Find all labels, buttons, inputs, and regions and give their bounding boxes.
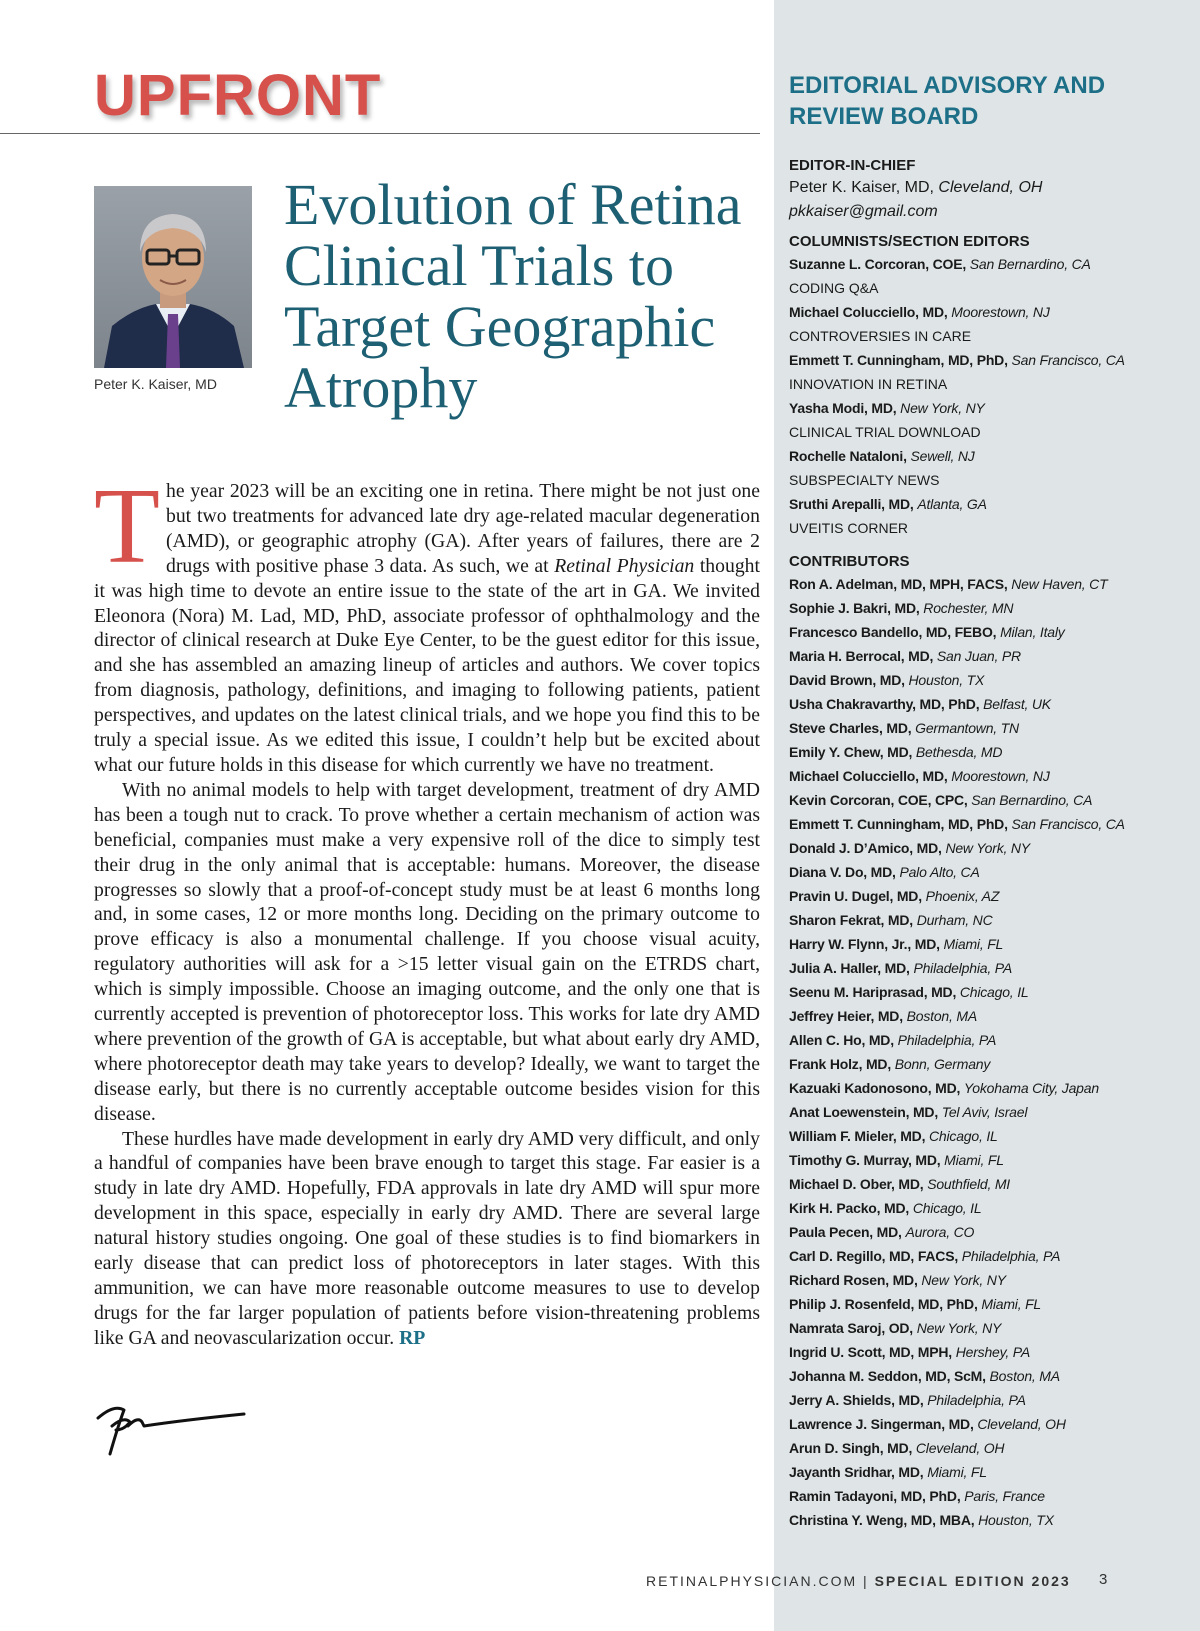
contributor-name: Kirk H. Packo, MD, bbox=[789, 1200, 910, 1216]
footer-publication bbox=[646, 1573, 1071, 1589]
contributor-entry bbox=[789, 620, 1194, 644]
columnist-location: Atlanta, GA bbox=[917, 496, 987, 512]
contributor-name: Emmett T. Cunningham, MD, PhD, bbox=[789, 816, 1008, 832]
contributor-entry bbox=[789, 932, 1194, 956]
contributor-location: Moorestown, NJ bbox=[951, 768, 1050, 784]
columnist-entry bbox=[789, 252, 1194, 276]
columnist-section: CLINICAL TRIAL DOWNLOAD bbox=[789, 424, 981, 440]
contributor-entry bbox=[789, 1388, 1194, 1412]
article-paragraph bbox=[94, 1127, 760, 1351]
article-paragraph: With no animal models to help with target development, treatment of dry AMD has been a tough nut to crack. To prove whether a certain mechanism of action was beneficial, companies must make a very expensive roll of the dice to simply test their drug in the only animal that is acceptable: humans. Moreover, the disease progresses so slowly that a proof-of-concept study must be at least 6 months long and, in some cases, 12 or more months long. Deciding on the primary outcome to prove efficacy is also a monumental challenge. If you choose visual acuity, regulatory authorities will ask for a >15 letter visual gain on the ETRDS chart, which is simply impossible. Choose an imaging outcome, and the only one that is currently accepted is prevention of photoreceptor loss. This works for late dry AMD where prevention of the growth of GA is acceptable, but what about early dry AMD, where photoreceptor death may take years to develop? Ideally, we want to target the disease early, but there is no currently acceptable outcome besides vision for this disease. bbox=[94, 778, 760, 1125]
contributor-entry bbox=[789, 956, 1194, 980]
photo-caption: Peter K. Kaiser, MD bbox=[94, 376, 217, 392]
contributor-entry bbox=[789, 812, 1194, 836]
contributor-entry bbox=[789, 884, 1194, 908]
paragraph-text: These hurdles have made development in early dry AMD very difficult, and only a handful of companies have been brave enough to target this stage. Far easier is a study in late dry AMD. Hopefully, FDA approvals in late dry AMD will spur more development in this space, especially in early dry AMD. There are several large natural history studies ongoing. One goal of these studies is to find biomarkers in early disease that can predict loss of photoreceptors in later stages. With this ammunition, we can have more reasonable outcome measures to use to develop drugs for the far larger population of patients before vision-threatening problems like GA and neovascularization occur. bbox=[94, 1127, 760, 1349]
contributor-location: Bethesda, MD bbox=[915, 744, 1003, 760]
contributor-location: Hershey, PA bbox=[955, 1344, 1031, 1360]
contributor-location: Germantown, TN bbox=[915, 720, 1019, 736]
contributor-entry bbox=[789, 1340, 1194, 1364]
contributor-location: Philadelphia, PA bbox=[961, 1248, 1061, 1264]
contributor-location: Philadelphia, PA bbox=[897, 1032, 997, 1048]
eic-heading: EDITOR-IN-CHIEF bbox=[789, 157, 916, 174]
eic-name: Peter K. Kaiser, MD, bbox=[789, 179, 934, 196]
contributor-location: Tel Aviv, Israel bbox=[941, 1104, 1028, 1120]
contributor-entry bbox=[789, 788, 1194, 812]
contributor-entry bbox=[789, 1220, 1194, 1244]
contributor-location: Bonn, Germany bbox=[894, 1056, 991, 1072]
eic-location: Cleveland, OH bbox=[938, 179, 1043, 196]
contributor-name: Steve Charles, MD, bbox=[789, 720, 912, 736]
contributor-location: Chicago, IL bbox=[912, 1200, 982, 1216]
contributor-name: Ingrid U. Scott, MD, MPH, bbox=[789, 1344, 952, 1360]
columnist-location: Moorestown, NJ bbox=[951, 304, 1050, 320]
contributor-location: Philadelphia, PA bbox=[927, 1392, 1026, 1408]
contributor-location: Phoenix, AZ bbox=[925, 888, 1000, 904]
columnist-location: San Bernardino, CA bbox=[969, 256, 1091, 272]
contributor-location: Durham, NC bbox=[916, 912, 993, 928]
contributor-entry bbox=[789, 1412, 1194, 1436]
contributor-name: Timothy G. Murray, MD, bbox=[789, 1152, 941, 1168]
contributor-entry bbox=[789, 596, 1194, 620]
author-signature bbox=[94, 1396, 254, 1458]
contributor-entry bbox=[789, 1004, 1194, 1028]
columnist-entry bbox=[789, 348, 1194, 372]
contributor-name: Michael Colucciello, MD, bbox=[789, 768, 948, 784]
contributor-location: Yokohama City, Japan bbox=[963, 1080, 1099, 1096]
contributor-location: Miami, FL bbox=[943, 936, 1004, 952]
contributor-name: Kazuaki Kadonosono, MD, bbox=[789, 1080, 961, 1096]
article-body bbox=[94, 467, 760, 1351]
contributor-entry bbox=[789, 1124, 1194, 1148]
contributor-location: Palo Alto, CA bbox=[899, 864, 980, 880]
contributor-location: Houston, TX bbox=[908, 672, 985, 688]
contributor-entry bbox=[789, 692, 1194, 716]
columnist-name: Rochelle Nataloni, bbox=[789, 448, 907, 464]
contributor-location: Boston, MA bbox=[906, 1008, 977, 1024]
author-portrait-image bbox=[94, 186, 252, 368]
contributor-location: Miami, FL bbox=[927, 1464, 987, 1480]
contributor-name: Donald J. D’Amico, MD, bbox=[789, 840, 942, 856]
contributor-location: San Juan, PR bbox=[936, 648, 1021, 664]
contributor-name: Usha Chakravarthy, MD, PhD, bbox=[789, 696, 980, 712]
contributor-name: David Brown, MD, bbox=[789, 672, 905, 688]
contributor-location: Aurora, CO bbox=[905, 1224, 975, 1240]
footer-edition: SPECIAL EDITION 2023 bbox=[874, 1573, 1071, 1589]
contributor-entry bbox=[789, 836, 1194, 860]
drop-cap: T bbox=[94, 467, 160, 586]
contributor-name: Sophie J. Bakri, MD, bbox=[789, 600, 920, 616]
editorial-board bbox=[789, 70, 1194, 1532]
contributor-entry bbox=[789, 1292, 1194, 1316]
contributor-name: Jerry A. Shields, MD, bbox=[789, 1392, 924, 1408]
contributor-location: New York, NY bbox=[921, 1272, 1006, 1288]
contributor-entry bbox=[789, 644, 1194, 668]
contributor-entry bbox=[789, 740, 1194, 764]
publication-name: Retinal Physician bbox=[554, 554, 695, 577]
contributor-location: Houston, TX bbox=[978, 1512, 1054, 1528]
contributor-name: Johanna M. Seddon, MD, ScM, bbox=[789, 1368, 986, 1384]
contributor-entry bbox=[789, 572, 1194, 596]
contributor-entry bbox=[789, 764, 1194, 788]
contributor-location: Miami, FL bbox=[944, 1152, 1004, 1168]
columnists-heading: COLUMNISTS/SECTION EDITORS bbox=[789, 233, 1030, 250]
contributor-location: Chicago, IL bbox=[929, 1128, 998, 1144]
contributor-location: Milan, Italy bbox=[1000, 624, 1065, 640]
contributor-location: Southfield, MI bbox=[927, 1176, 1010, 1192]
contributor-entry bbox=[789, 1148, 1194, 1172]
columnist-section: CONTROVERSIES IN CARE bbox=[789, 328, 972, 344]
contributor-entry bbox=[789, 668, 1194, 692]
contributor-name: Ron A. Adelman, MD, MPH, FACS, bbox=[789, 576, 1008, 592]
columnist-name: Yasha Modi, MD, bbox=[789, 400, 897, 416]
columnist-entry bbox=[789, 300, 1194, 324]
contributor-entry bbox=[789, 1172, 1194, 1196]
footer-separator: | bbox=[857, 1573, 875, 1589]
article-title: Evolution of Retina Clinical Trials to Target Geographic Atrophy bbox=[284, 172, 742, 420]
end-mark: RP bbox=[399, 1326, 426, 1349]
contributor-name: Jeffrey Heier, MD, bbox=[789, 1008, 903, 1024]
contributor-name: Allen C. Ho, MD, bbox=[789, 1032, 894, 1048]
contributor-name: Lawrence J. Singerman, MD, bbox=[789, 1416, 974, 1432]
contributor-entry bbox=[789, 1100, 1194, 1124]
contributor-name: Frank Holz, MD, bbox=[789, 1056, 892, 1072]
contributor-entry bbox=[789, 1508, 1194, 1532]
contributor-location: Rochester, MN bbox=[923, 600, 1014, 616]
contributor-location: San Francisco, CA bbox=[1011, 816, 1125, 832]
contributor-entry bbox=[789, 908, 1194, 932]
columnist-name: Emmett T. Cunningham, MD, PhD, bbox=[789, 352, 1008, 368]
columnist-location: San Francisco, CA bbox=[1011, 352, 1125, 368]
contributor-name: Pravin U. Dugel, MD, bbox=[789, 888, 922, 904]
contributor-name: Diana V. Do, MD, bbox=[789, 864, 896, 880]
author-photo bbox=[94, 186, 252, 368]
contributors-list bbox=[789, 572, 1194, 1532]
contributor-name: Richard Rosen, MD, bbox=[789, 1272, 918, 1288]
contributor-location: New York, NY bbox=[916, 1320, 1002, 1336]
contributor-entry bbox=[789, 716, 1194, 740]
contributor-entry bbox=[789, 980, 1194, 1004]
contributor-entry bbox=[789, 1436, 1194, 1460]
columnist-section: INNOVATION IN RETINA bbox=[789, 376, 948, 392]
columnist-entry bbox=[789, 396, 1194, 420]
contributor-location: New York, NY bbox=[945, 840, 1030, 856]
contributor-location: Cleveland, OH bbox=[915, 1440, 1005, 1456]
columnist-name: Sruthi Arepalli, MD, bbox=[789, 496, 914, 512]
paragraph-text: thought it was high time to devote an entire issue to the state of the art in GA. We invited Eleonora (Nora) M. Lad, MD, PhD, associate professor of ophthalmology and the director of clinical research at Duke Eye Center, to be the guest editor for this issue, and she has assembled an amazing lineup of articles and authors. We cover topics from diagnosis, pathology, definitions, and imaging to following patients, patient perspectives, and updates on the latest clinical trials, and we hope you find this to be truly a special issue. As we edited this issue, I couldn’t help but be excited about what our future holds in this disease for which currently we have no treatment. bbox=[94, 554, 760, 776]
contributor-name: Jayanth Sridhar, MD, bbox=[789, 1464, 924, 1480]
contributor-entry bbox=[789, 1196, 1194, 1220]
columnist-name: Michael Colucciello, MD, bbox=[789, 304, 948, 320]
section-divider bbox=[0, 133, 760, 134]
columnist-name: Suzanne L. Corcoran, COE, bbox=[789, 256, 967, 272]
contributor-entry bbox=[789, 1244, 1194, 1268]
contributor-name: Maria H. Berrocal, MD, bbox=[789, 648, 934, 664]
contributor-name: Carl D. Regillo, MD, FACS, bbox=[789, 1248, 959, 1264]
contributor-name: Sharon Fekrat, MD, bbox=[789, 912, 913, 928]
section-label: UPFRONT bbox=[94, 63, 382, 128]
eic-entry bbox=[789, 176, 1194, 200]
contributor-name: Harry W. Flynn, Jr., MD, bbox=[789, 936, 940, 952]
contributor-name: Arun D. Singh, MD, bbox=[789, 1440, 913, 1456]
contributor-name: Namrata Saroj, OD, bbox=[789, 1320, 913, 1336]
columnist-entry bbox=[789, 492, 1194, 516]
contributor-entry bbox=[789, 1484, 1194, 1508]
contributor-location: Paris, France bbox=[964, 1488, 1045, 1504]
contributor-name: Paula Pecen, MD, bbox=[789, 1224, 902, 1240]
contributor-entry bbox=[789, 1076, 1194, 1100]
contributor-location: San Bernardino, CA bbox=[971, 792, 1093, 808]
contributor-entry bbox=[789, 1052, 1194, 1076]
contributor-location: Miami, FL bbox=[981, 1296, 1042, 1312]
columnists-list bbox=[789, 252, 1194, 540]
contributor-name: William F. Mieler, MD, bbox=[789, 1128, 926, 1144]
columnist-location: Sewell, NJ bbox=[910, 448, 975, 464]
board-title: EDITORIAL ADVISORY AND REVIEW BOARD bbox=[789, 72, 1106, 130]
contributor-location: Chicago, IL bbox=[959, 984, 1029, 1000]
contributor-name: Francesco Bandello, MD, FEBO, bbox=[789, 624, 997, 640]
contributor-entry bbox=[789, 1268, 1194, 1292]
contributor-entry bbox=[789, 1460, 1194, 1484]
contributors-heading: CONTRIBUTORS bbox=[789, 553, 910, 570]
contributor-name: Emily Y. Chew, MD, bbox=[789, 744, 913, 760]
contributor-name: Anat Loewenstein, MD, bbox=[789, 1104, 939, 1120]
contributor-name: Michael D. Ober, MD, bbox=[789, 1176, 924, 1192]
contributor-name: Julia A. Haller, MD, bbox=[789, 960, 910, 976]
page-number: 3 bbox=[1099, 1571, 1108, 1588]
contributor-name: Christina Y. Weng, MD, MBA, bbox=[789, 1512, 975, 1528]
contributor-location: Philadelphia, PA bbox=[913, 960, 1012, 976]
contributor-entry bbox=[789, 1028, 1194, 1052]
contributor-entry bbox=[789, 1316, 1194, 1340]
paragraph-text: he year 2023 will be an exciting one in retina. There might be not just one but two treatments for advanced late dry age-related macular degeneration (AMD), or geographic atrophy (GA). After years of failures, there are 2 drugs with positive phase 3 data. As such, we at bbox=[165, 480, 760, 577]
contributor-entry bbox=[789, 1364, 1194, 1388]
eic-email: pkkaiser@gmail.com bbox=[789, 203, 938, 220]
contributor-name: Ramin Tadayoni, MD, PhD, bbox=[789, 1488, 961, 1504]
contributor-location: New Haven, CT bbox=[1011, 576, 1108, 592]
contributor-name: Philip J. Rosenfeld, MD, PhD, bbox=[789, 1296, 978, 1312]
columnist-entry bbox=[789, 444, 1194, 468]
columnist-section: CODING Q&A bbox=[789, 280, 879, 296]
contributor-name: Kevin Corcoran, COE, CPC, bbox=[789, 792, 968, 808]
contributor-location: Belfast, UK bbox=[983, 696, 1051, 712]
columnist-location: New York, NY bbox=[900, 400, 985, 416]
article-paragraph bbox=[94, 467, 760, 778]
contributor-location: Boston, MA bbox=[989, 1368, 1060, 1384]
columnist-section: UVEITIS CORNER bbox=[789, 520, 909, 536]
footer-site: RETINALPHYSICIAN.COM bbox=[646, 1573, 858, 1589]
columnist-section: SUBSPECIALTY NEWS bbox=[789, 472, 940, 488]
contributor-name: Seenu M. Hariprasad, MD, bbox=[789, 984, 957, 1000]
contributor-location: Cleveland, OH bbox=[977, 1416, 1066, 1432]
contributor-entry bbox=[789, 860, 1194, 884]
